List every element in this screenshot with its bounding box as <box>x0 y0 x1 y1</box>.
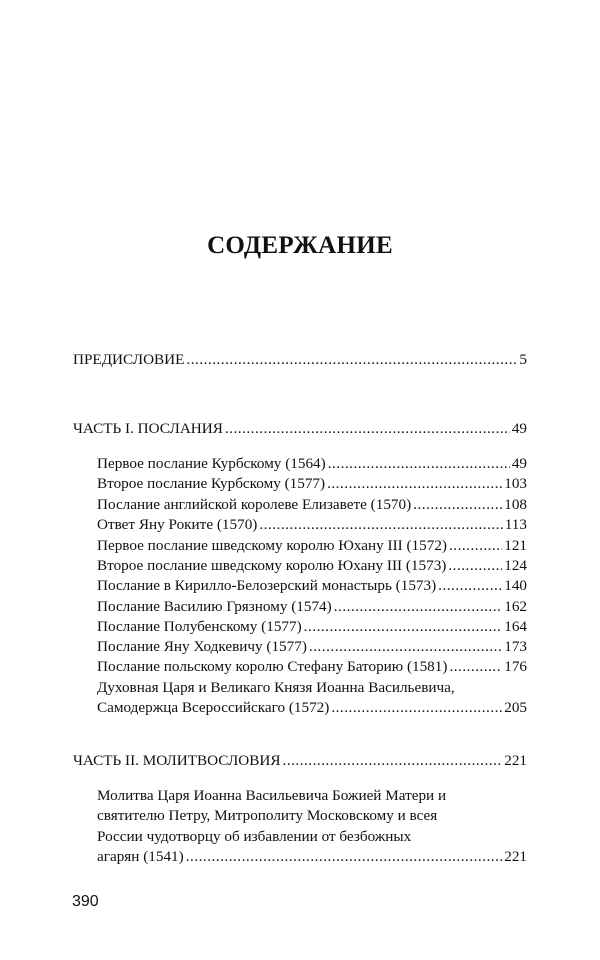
dot-leader <box>304 617 503 637</box>
toc-entry-page: 49 <box>511 420 527 437</box>
toc-item-label: Послание Яну Ходкевичу (1577) <box>97 638 307 655</box>
toc-item-label: Первое послание Курбскому (1564) <box>97 455 326 472</box>
toc-item[interactable] <box>97 576 527 596</box>
toc-entry-preface[interactable] <box>73 350 527 370</box>
dot-leader <box>259 515 502 535</box>
dot-leader <box>309 637 502 657</box>
toc-item[interactable] <box>97 597 527 617</box>
dot-leader <box>413 495 502 515</box>
toc-item[interactable] <box>97 515 527 535</box>
toc-entry-label: ЧАСТЬ I. ПОСЛАНИЯ <box>73 420 223 437</box>
dot-leader <box>328 454 510 474</box>
toc-item-page: 173 <box>504 638 527 655</box>
toc-item[interactable] <box>97 474 527 494</box>
toc-item-label-line: Духовная Царя и Великаго Князя Иоанна Васильевича, <box>97 679 455 696</box>
dot-leader <box>283 751 503 771</box>
toc-item-page: 164 <box>504 618 527 635</box>
toc-item-page: 124 <box>504 557 527 574</box>
page-number: 390 <box>72 893 99 910</box>
toc-item-page: 205 <box>504 699 527 716</box>
toc-item-label: Самодержца Всероссийскаго (1572) <box>97 699 330 716</box>
toc-item-label: агарян (1541) <box>97 848 184 865</box>
dot-leader <box>334 597 503 617</box>
toc-item[interactable] <box>97 556 527 576</box>
toc-item[interactable] <box>97 698 527 718</box>
toc-entry-label: ПРЕДИСЛОВИЕ <box>73 351 185 368</box>
toc-item-label: Второе послание шведскому королю Юхану III (1573) <box>97 557 447 574</box>
toc-item-label: Послание Василию Грязному (1574) <box>97 598 332 615</box>
toc-item-page: 113 <box>504 516 527 533</box>
dot-leader <box>449 657 502 677</box>
dot-leader <box>438 576 502 596</box>
toc-item-label: Первое послание шведскому королю Юхану III (1572) <box>97 537 447 554</box>
toc-item-page: 49 <box>511 455 527 472</box>
toc-entry-part2[interactable] <box>73 751 527 771</box>
dot-leader <box>331 698 502 718</box>
toc-entry-page: 221 <box>504 752 527 769</box>
dot-leader <box>186 350 517 370</box>
toc-item-label-line: Молитва Царя Иоанна Васильевича Божией Матери и <box>97 787 447 804</box>
toc-item-label: Послание английской королеве Елизавете (1570) <box>97 496 412 513</box>
toc-item-page: 103 <box>504 475 527 492</box>
dot-leader <box>225 419 510 439</box>
toc-item-label-line: России чудотворцу об избавлении от безбожных <box>97 828 412 845</box>
toc-item-label: Ответ Яну Роките (1570) <box>97 516 258 533</box>
toc-item-label: Второе послание Курбскому (1577) <box>97 475 326 492</box>
toc-item-label-line: святителю Петру, Митрополиту Московскому и всея <box>97 807 438 824</box>
dot-leader <box>448 556 502 576</box>
toc-item-page: 221 <box>504 848 527 865</box>
dot-leader <box>186 847 503 867</box>
toc-item[interactable] <box>97 637 527 657</box>
toc-item-page: 108 <box>504 496 527 513</box>
toc-item-page: 121 <box>504 537 527 554</box>
toc-item-page: 162 <box>504 598 527 615</box>
toc-entry-page: 5 <box>519 351 527 368</box>
toc-item-page: 176 <box>504 658 527 675</box>
dot-leader <box>449 536 502 556</box>
toc-item-label: Послание в Кирилло-Белозерский монастырь (1573) <box>97 577 437 594</box>
toc-item[interactable] <box>97 657 527 677</box>
toc-item-label: Послание польскому королю Стефану Баторию (1581) <box>97 658 448 675</box>
page-title: СОДЕРЖАНИЕ <box>207 232 393 259</box>
dot-leader <box>327 474 502 494</box>
toc-entry-label: ЧАСТЬ II. МОЛИТВОСЛОВИЯ <box>73 752 281 769</box>
toc-item-label: Послание Полубенскому (1577) <box>97 618 302 635</box>
toc-item[interactable] <box>97 495 527 515</box>
toc-entry-part1[interactable] <box>73 419 527 439</box>
toc-item[interactable] <box>97 617 527 637</box>
toc-item[interactable] <box>97 454 527 474</box>
toc-item-page: 140 <box>504 577 527 594</box>
toc-item[interactable] <box>97 536 527 556</box>
toc-item[interactable] <box>97 847 527 867</box>
